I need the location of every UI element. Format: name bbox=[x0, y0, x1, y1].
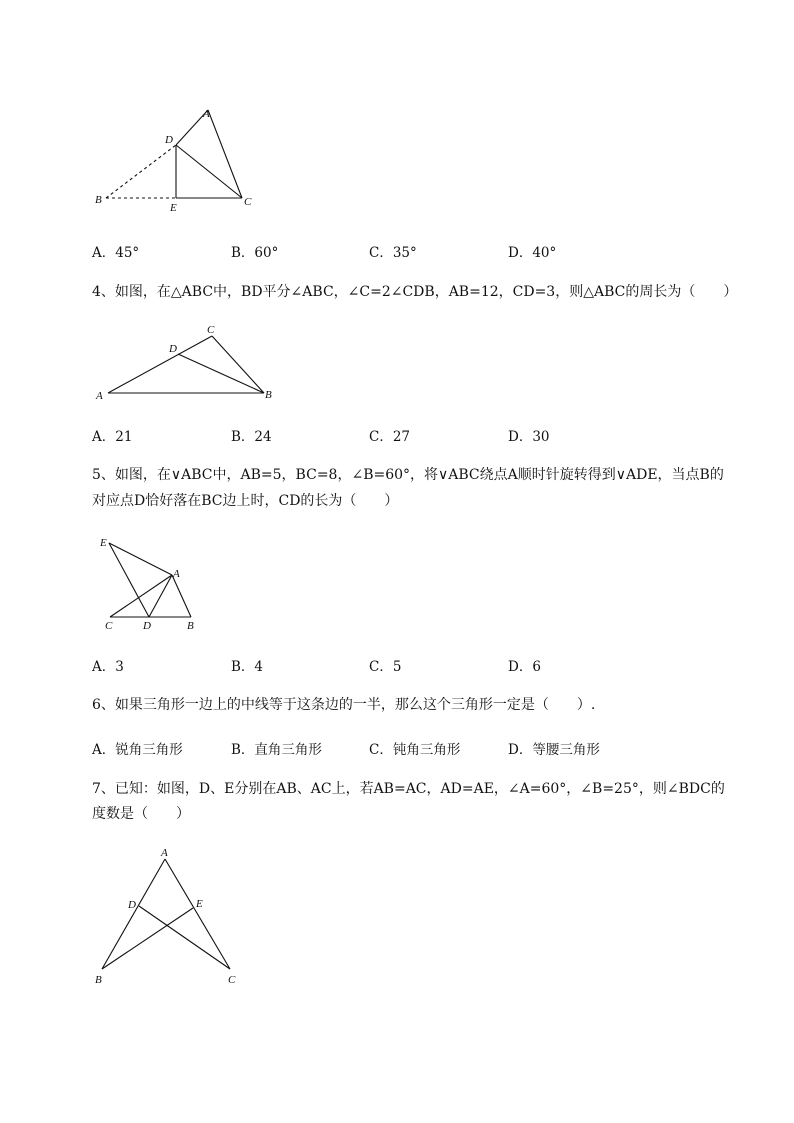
q4-label-C: C bbox=[207, 324, 215, 336]
q4-option-a[interactable]: A．21 bbox=[92, 429, 133, 445]
q3-option-c[interactable]: C．35° bbox=[369, 245, 417, 261]
q7-figure bbox=[88, 842, 248, 987]
q5-question-text-line2: 对应点D恰好落在BC边上时，CD的长为（ ） bbox=[92, 493, 399, 509]
q5-label-B: B bbox=[187, 620, 194, 632]
q5-segment-AB bbox=[172, 575, 191, 617]
q5-label-E: E bbox=[100, 537, 107, 549]
q6-question-text: 6、如果三角形一边上的中线等于这条边的一半，那么这个三角形一定是（ ）. bbox=[92, 697, 596, 713]
q4-option-c[interactable]: C．27 bbox=[369, 429, 411, 445]
q4-option-b[interactable]: B．24 bbox=[231, 429, 272, 445]
q5-option-a[interactable]: A．3 bbox=[92, 659, 124, 675]
q4-figure bbox=[92, 318, 292, 408]
q5-figure bbox=[96, 530, 211, 635]
q7-question-text-line1: 7、已知：如图，D、E分别在AB、AC上，若AB=AC，AD=AE，∠A=60°，∠B=25°，则∠BDC的 bbox=[92, 781, 725, 797]
q4-segment-CB bbox=[212, 336, 264, 393]
q7-label-B: B bbox=[95, 974, 102, 986]
q7-label-A: A bbox=[161, 847, 168, 859]
q5-label-C: C bbox=[105, 620, 113, 632]
q5-segment-EA bbox=[109, 543, 172, 575]
q5-label-D: D bbox=[143, 620, 151, 632]
q4-option-d[interactable]: D．30 bbox=[508, 429, 550, 445]
q6-option-b[interactable]: B．直角三角形 bbox=[231, 742, 322, 758]
q7-label-C: C bbox=[228, 974, 236, 986]
q5-segment-CA bbox=[110, 575, 172, 617]
q4-label-A: A bbox=[96, 390, 103, 402]
q5-question-text-line1: 5、如图，在∨ABC中，AB=5，BC=8，∠B=60°，将∨ABC绕点A顺时针旋转得到∨ADE，当点B的 bbox=[92, 467, 724, 483]
q3-option-a[interactable]: A．45° bbox=[92, 245, 140, 261]
q7-label-E: E bbox=[196, 898, 203, 910]
q5-option-d[interactable]: D．6 bbox=[508, 659, 541, 675]
q5-segment-AD bbox=[149, 575, 172, 617]
q5-segment-ED bbox=[109, 543, 149, 617]
q3-option-d[interactable]: D．40° bbox=[508, 245, 557, 261]
q4-label-D: D bbox=[169, 343, 177, 355]
q6-option-a[interactable]: A．锐角三角形 bbox=[92, 742, 183, 758]
q5-label-A: A bbox=[173, 568, 180, 580]
q3-label-E: E bbox=[170, 202, 177, 214]
q3-label-C: C bbox=[244, 196, 252, 208]
q6-option-c[interactable]: C．钝角三角形 bbox=[369, 742, 461, 758]
q4-question-text: 4、如图，在△ABC中，BD平分∠ABC，∠C=2∠CDB，AB=12，CD=3，则△ABC的周长为（ ） bbox=[92, 284, 738, 300]
q7-segment-BE bbox=[102, 908, 193, 969]
q3-option-b[interactable]: B．60° bbox=[231, 245, 279, 261]
q3-label-A: A bbox=[203, 108, 210, 120]
q7-label-D: D bbox=[128, 899, 136, 911]
q5-option-b[interactable]: B．4 bbox=[231, 659, 264, 675]
q7-question-text-line2: 度数是（ ） bbox=[92, 806, 190, 822]
q7-segment-AB bbox=[102, 859, 165, 969]
q3-dashed-BD bbox=[106, 145, 176, 198]
q4-segment-DB bbox=[178, 354, 264, 393]
q5-option-c[interactable]: C．5 bbox=[369, 659, 402, 675]
q3-label-B: B bbox=[95, 194, 102, 206]
q4-label-B: B bbox=[265, 389, 272, 401]
q3-figure bbox=[90, 100, 270, 215]
q7-segment-AC bbox=[165, 859, 230, 969]
q3-label-D: D bbox=[165, 134, 173, 146]
q7-segment-DC bbox=[139, 906, 230, 969]
q6-option-d[interactable]: D．等腰三角形 bbox=[508, 742, 600, 758]
q4-segment-AC bbox=[108, 336, 212, 393]
